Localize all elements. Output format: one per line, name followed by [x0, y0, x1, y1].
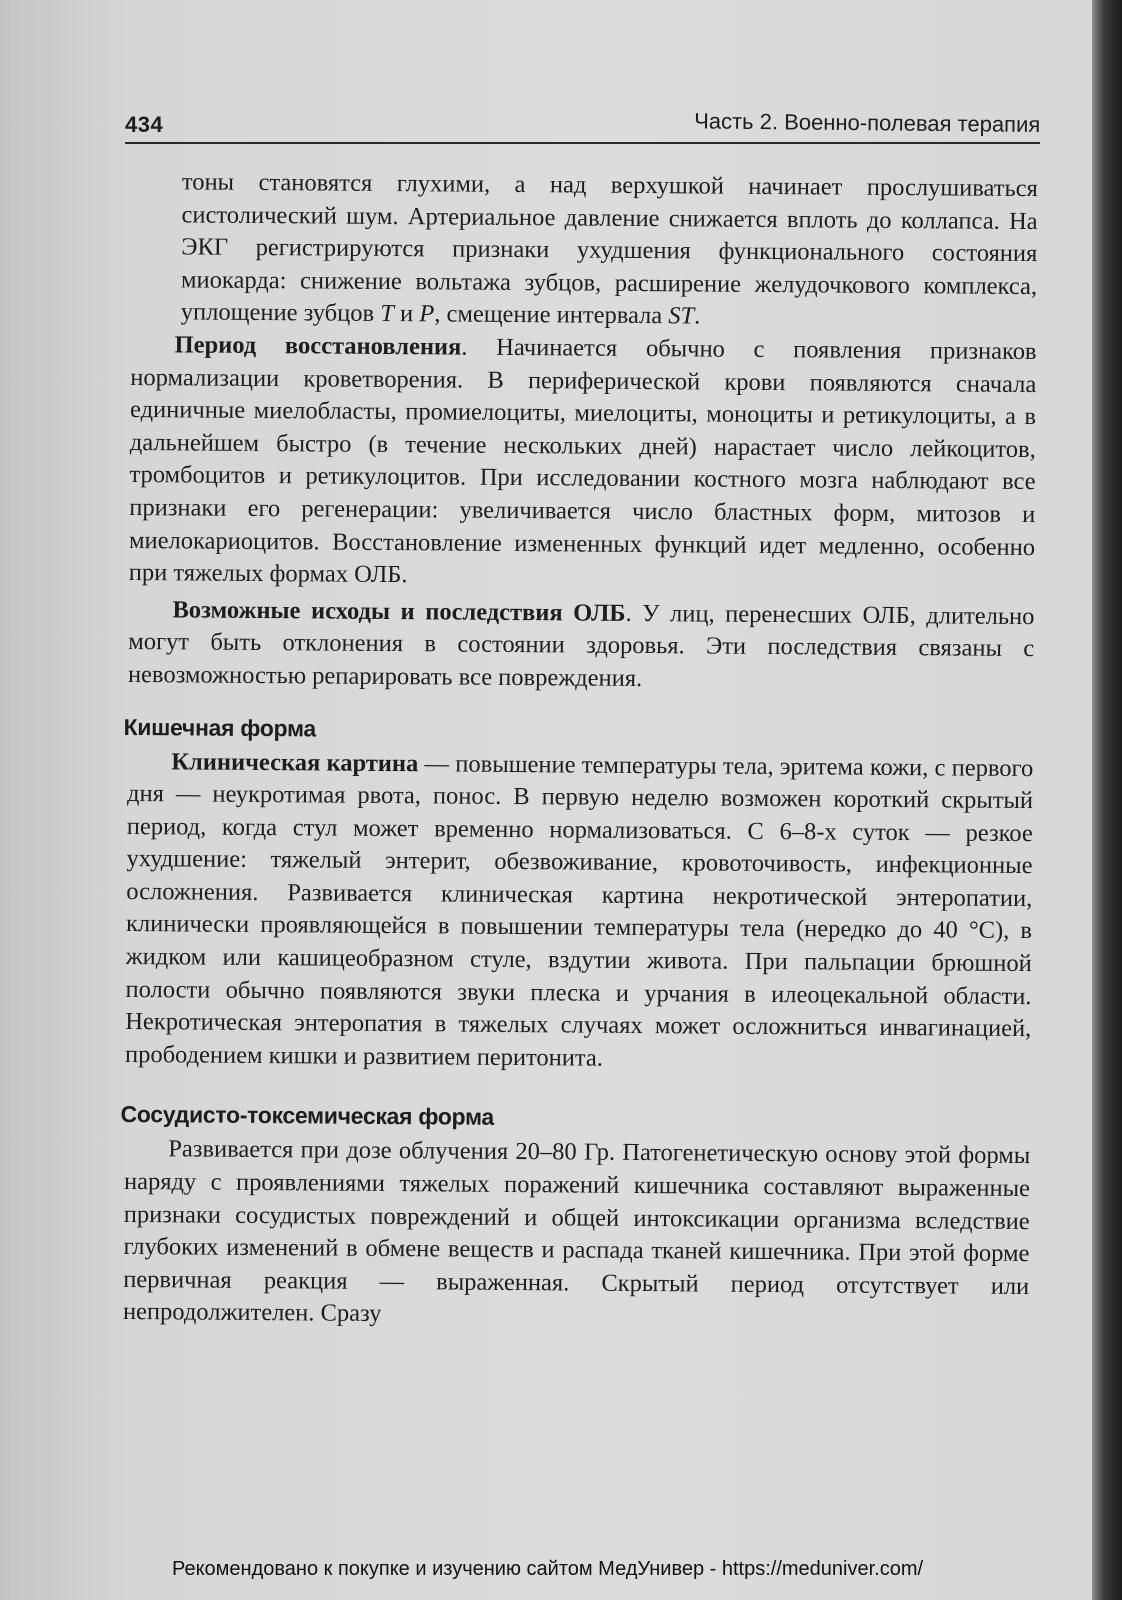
paragraph-clinical-picture: Клиническая картина — повышение температуры тела, эритема кожи, с первого дня — неукротимая рвота, понос. В первую неделю возможен короткий скрытый период, когда стул может временно нормализоваться. С 6–8-х суток — резкое ухудшение: тяжелый энтерит, обезвоживание, кровоточивость, инфекционные осложнения. Развивается клиническая картина некротической энтеропатии, клинически проявляющейся в повышении температуры тела (нередко до 40 °С), в жидком или кашицеобразном стуле, вздутии живота. При пальпации брюшной полости обычно появляются звуки плеска и урчания в илеоцекальной области. Некротическая энтеропатия в тяжелых случаях может осложниться инвагинацией, прободением кишки и развитием перитонита.: [124, 747, 1034, 1072]
term-clinical-picture: Клиническая картина: [171, 747, 419, 777]
page-number: 434: [125, 112, 164, 137]
term-recovery-period: Период восстановления: [174, 331, 462, 361]
watermark-footer: Рекомендовано к покупке и изучению сайтом МедУнивер - https://meduniver.com/: [172, 1558, 924, 1580]
paragraph-outcomes: Возможные исходы и последствия ОЛБ. У лиц, перенесших ОЛБ, длительно могут быть отклонения в состоянии здоровья. Эти последствия связаны с невозможностью репарировать все повреждения.: [127, 596, 1035, 692]
body-text: [120, 166, 1038, 1336]
paragraph-continued: тоны становятся глухими, а над верхушкой начинает прослушиваться систолический шум. Артериальное давление снижается вплоть до коллапса. На ЭКГ регистрируются признаки ухудшения функционального состояния миокарда: снижение вольтажа зубцов, расширение желудочкового комплекса, уплощение зубцов T и P, смещение интервала ST.: [180, 168, 1038, 330]
paragraph-vascular-toxemic: Развивается при дозе облучения 20–80 Гр. Патогенетическую основу этой формы наряду с проявлениями тяжелых поражений кишечника составляют выраженные признаки сосудистых повреждений и общей интоксикации организма вследствие глубоких изменений в обмене веществ и распада тканей кишечника. При этой форме первичная реакция — выраженная. Скрытый период отсутствует или непродолжителен. Сразу: [122, 1135, 1031, 1328]
paragraph-recovery: Период восстановления. Начинается обычно с появления признаков нормализации кроветворения. В периферической крови появляются сначала единичные миелобласты, промиелоциты, миелоциты, моноциты и ретикулоциты, а в дальнейшем быстро (в течение нескольких дней) нарастает число лейкоцитов, тромбоцитов и ретикулоцитов. При исследовании костного мозга наблюдают все признаки его регенерации: увеличивается число бластных форм, митозов и миелокариоцитов. Восстановление измененных функций идет медленно, особенно при тяжелых формах ОЛБ.: [128, 331, 1037, 589]
running-head: Часть 2. Военно-полевая терапия: [693, 108, 1041, 138]
page-header: [125, 104, 1040, 144]
section-heading-vascular-toxemic: Сосудисто-токсемическая форма: [120, 1101, 495, 1131]
term-outcomes: Возможные исходы и последствия ОЛБ: [172, 596, 626, 627]
book-edge-shadow: [1092, 0, 1122, 1600]
section-heading-intestinal: Кишечная форма: [123, 713, 317, 741]
